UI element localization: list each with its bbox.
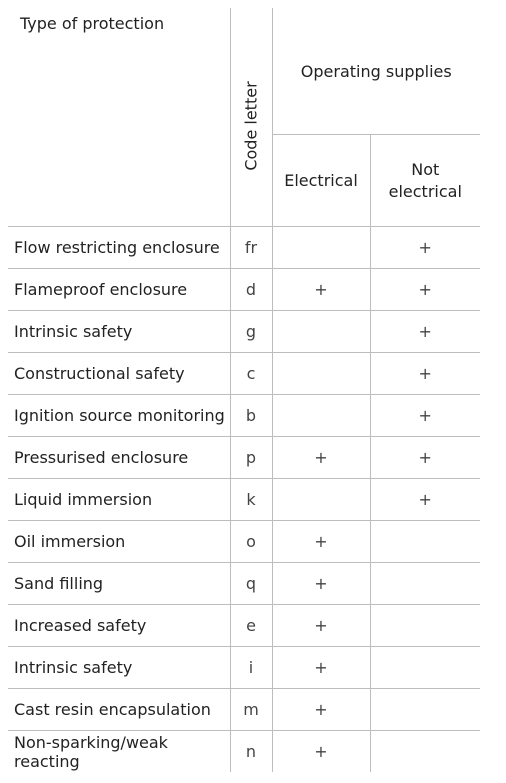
row-name: Flow restricting enclosure [8, 227, 230, 269]
row-name: Sand filling [8, 563, 230, 605]
header-not-electrical-line2: electrical [388, 181, 462, 201]
row-name: Intrinsic safety [8, 647, 230, 689]
row-electrical [272, 353, 370, 395]
table-row [8, 563, 480, 605]
row-name: Ignition source monitoring [8, 395, 230, 437]
row-electrical [272, 395, 370, 437]
table-row [8, 479, 480, 521]
header-type-of-protection-label: Type of protection [20, 14, 165, 33]
row-electrical: + [272, 647, 370, 689]
header-type-of-protection [8, 8, 230, 227]
row-name: Liquid immersion [8, 479, 230, 521]
header-operating-supplies-label: Operating supplies [300, 62, 452, 81]
row-electrical [272, 479, 370, 521]
row-electrical: + [272, 605, 370, 647]
header-not-electrical [370, 135, 480, 227]
row-not-electrical [370, 605, 480, 647]
row-electrical: + [272, 521, 370, 563]
table-row [8, 521, 480, 563]
table-row [8, 311, 480, 353]
table-row [8, 269, 480, 311]
header-operating-supplies [272, 8, 480, 135]
row-code-letter: k [230, 479, 272, 521]
row-electrical [272, 311, 370, 353]
row-electrical [272, 227, 370, 269]
row-code-letter: fr [230, 227, 272, 269]
row-code-letter: c [230, 353, 272, 395]
table-row [8, 689, 480, 731]
row-electrical: + [272, 563, 370, 605]
header-code-letter [230, 8, 272, 227]
row-name: Constructional safety [8, 353, 230, 395]
row-not-electrical: + [370, 353, 480, 395]
row-electrical: + [272, 731, 370, 773]
row-electrical: + [272, 269, 370, 311]
row-electrical: + [272, 437, 370, 479]
row-name: Oil immersion [8, 521, 230, 563]
row-name: Non-sparking/weak reacting [14, 732, 168, 771]
table-row [8, 227, 480, 269]
row-not-electrical [370, 731, 480, 773]
row-not-electrical [370, 521, 480, 563]
row-name: Intrinsic safety [8, 311, 230, 353]
row-code-letter: g [230, 311, 272, 353]
row-name: Cast resin encapsulation [8, 689, 230, 731]
table-row [8, 605, 480, 647]
row-code-letter: i [230, 647, 272, 689]
header-electrical [272, 135, 370, 227]
row-code-letter: n [230, 731, 272, 773]
row-not-electrical: + [370, 269, 480, 311]
row-electrical: + [272, 689, 370, 731]
row-not-electrical: + [370, 311, 480, 353]
row-not-electrical [370, 689, 480, 731]
row-code-letter: q [230, 563, 272, 605]
header-not-electrical-line1: Not [411, 159, 440, 179]
row-code-letter: p [230, 437, 272, 479]
table-row [8, 647, 480, 689]
protection-table-container [8, 8, 480, 772]
row-code-letter: o [230, 521, 272, 563]
header-code-letter-label: Code letter [241, 81, 261, 171]
table-row [8, 353, 480, 395]
protection-table [8, 8, 480, 772]
row-code-letter: m [230, 689, 272, 731]
row-not-electrical [370, 647, 480, 689]
row-name: Flameproof enclosure [8, 269, 230, 311]
table-header [8, 8, 480, 227]
row-not-electrical: + [370, 395, 480, 437]
row-not-electrical: + [370, 437, 480, 479]
table-body [8, 227, 480, 773]
row-not-electrical [370, 563, 480, 605]
row-not-electrical: + [370, 227, 480, 269]
row-name: Increased safety [8, 605, 230, 647]
row-name: Pressurised enclosure [8, 437, 230, 479]
table-row [8, 395, 480, 437]
row-code-letter: e [230, 605, 272, 647]
header-electrical-label: Electrical [284, 171, 358, 190]
table-row [8, 437, 480, 479]
row-code-letter: d [230, 269, 272, 311]
table-row [8, 731, 480, 773]
row-code-letter: b [230, 395, 272, 437]
row-not-electrical: + [370, 479, 480, 521]
